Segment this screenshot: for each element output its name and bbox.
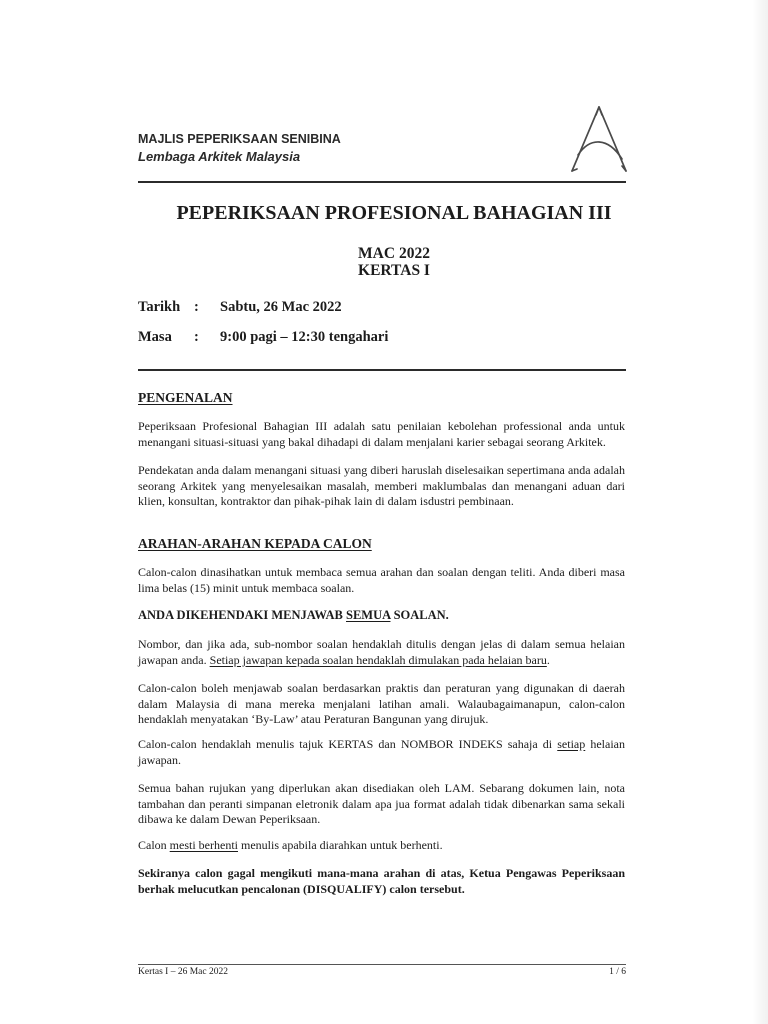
- scan-edge-shadow: [752, 0, 768, 1024]
- footer-page-number: 1 / 6: [609, 967, 626, 977]
- answer-all-emphasis: SEMUA: [346, 608, 391, 622]
- index-number-emphasis: setiap: [557, 737, 586, 751]
- details-divider: [138, 369, 626, 371]
- introduction-paragraph-1: Peperiksaan Profesional Bahagian III adalah satu penilaian kebolehan professional anda untuk menangani situasi-situasi yang bakal dihadapi di dalam menjalani karier sebagai seorang Arkitek.: [138, 419, 625, 449]
- time-row: [138, 328, 626, 346]
- architect-a-logo-icon: [566, 103, 632, 175]
- time-label: Masa: [138, 329, 172, 345]
- stop-writing-post: menulis apabila diarahkan untuk berhenti.: [238, 838, 443, 852]
- stop-writing-pre: Calon: [138, 838, 170, 852]
- instructions-heading: ARAHAN-ARAHAN KEPADA CALON: [138, 536, 372, 551]
- organization-subtitle: Lembaga Arkitek Malaysia: [138, 149, 301, 164]
- exam-title: PEPERIKSAAN PROFESIONAL BAHAGIAN III: [176, 202, 612, 224]
- answer-all-pre: ANDA DIKEHENDAKI MENJAWAB: [138, 608, 347, 622]
- time-separator: :: [194, 329, 199, 345]
- index-number-instruction: [138, 737, 625, 768]
- disqualify-warning: Sekiranya calon gagal mengikuti mana-mana arahan di atas, Ketua Pengawas Peperiksaan berhak melucutkan pencalonan (DISQUALIFY) calon tersebut.: [138, 866, 625, 896]
- numbering-pre: Nombor, dan jika ada, sub-nombor soalan hendaklah ditulis dengan jelas di dalam semua helaian jawapan anda.: [138, 637, 625, 667]
- footer-paper-date: Kertas I – 26 Mac 2022: [138, 967, 228, 977]
- materials-instruction: Semua bahan rujukan yang diperlukan akan disediakan oleh LAM. Sebarang dokumen lain, nota tambahan dan peranti simpanan eletronik dalam apa jua format adalah tidak dibenarkan sama sekali dibawa ke dalam Dewan Peperiksaan.: [138, 781, 625, 826]
- organization-name: MAJLIS PEPERIKSAAN SENIBINA: [138, 132, 341, 146]
- date-row: [138, 298, 626, 316]
- introduction-heading: PENGENALAN: [138, 390, 233, 405]
- footer-divider: [138, 964, 626, 965]
- header-divider: [138, 181, 626, 183]
- numbering-emphasis: Setiap jawapan kepada soalan hendaklah dimulakan pada helaian baru: [209, 652, 547, 667]
- exam-paper: KERTAS I: [358, 262, 430, 279]
- stop-writing-instruction: [138, 838, 625, 854]
- introduction-paragraph-2: Pendekatan anda dalam menangani situasi yang diberi haruslah diselesaikan sepertimana anda adalah seorang Arkitek yang menyelesaikan masalah, memberi maklumbalas dan menangani aduan dari klien, konsultan, kontraktor dan pihak-pihak lain di dalam isdustri pembinaan.: [138, 463, 625, 508]
- date-separator: :: [194, 299, 199, 315]
- exam-session: MAC 2022: [358, 245, 430, 262]
- date-value: Sabtu, 26 Mac 2022: [220, 299, 342, 315]
- index-number-post: helaian jawapan.: [138, 737, 625, 767]
- reading-time-instruction: Calon-calon dinasihatkan untuk membaca semua arahan dan soalan dengan teliti. Anda diberi masa lima belas (15) minit untuk membaca soalan.: [138, 565, 625, 595]
- answer-all-post: SOALAN.: [390, 608, 449, 622]
- time-value: 9:00 pagi – 12:30 tengahari: [220, 329, 389, 345]
- date-label: Tarikh: [138, 299, 181, 315]
- numbering-post: .: [546, 652, 550, 667]
- exam-session-block: [144, 245, 644, 279]
- numbering-instruction: [138, 637, 625, 668]
- index-number-pre: Calon-calon hendaklah menulis tajuk KERTAS dan NOMBOR INDEKS sahaja di: [138, 737, 558, 751]
- regulations-instruction: Calon-calon boleh menjawab soalan berdasarkan praktis dan peraturan yang digunakan di daerah dalam Malaysia di mana mereka menjalani latihan amali. Walaubagaimanapun, calon-calon hendaklah menyatakan ‘By-Law’ atau Peraturan Bangunan yang dirujuk.: [138, 681, 625, 726]
- stop-writing-emphasis: mesti berhenti: [169, 838, 238, 852]
- answer-all-instruction: [138, 608, 625, 624]
